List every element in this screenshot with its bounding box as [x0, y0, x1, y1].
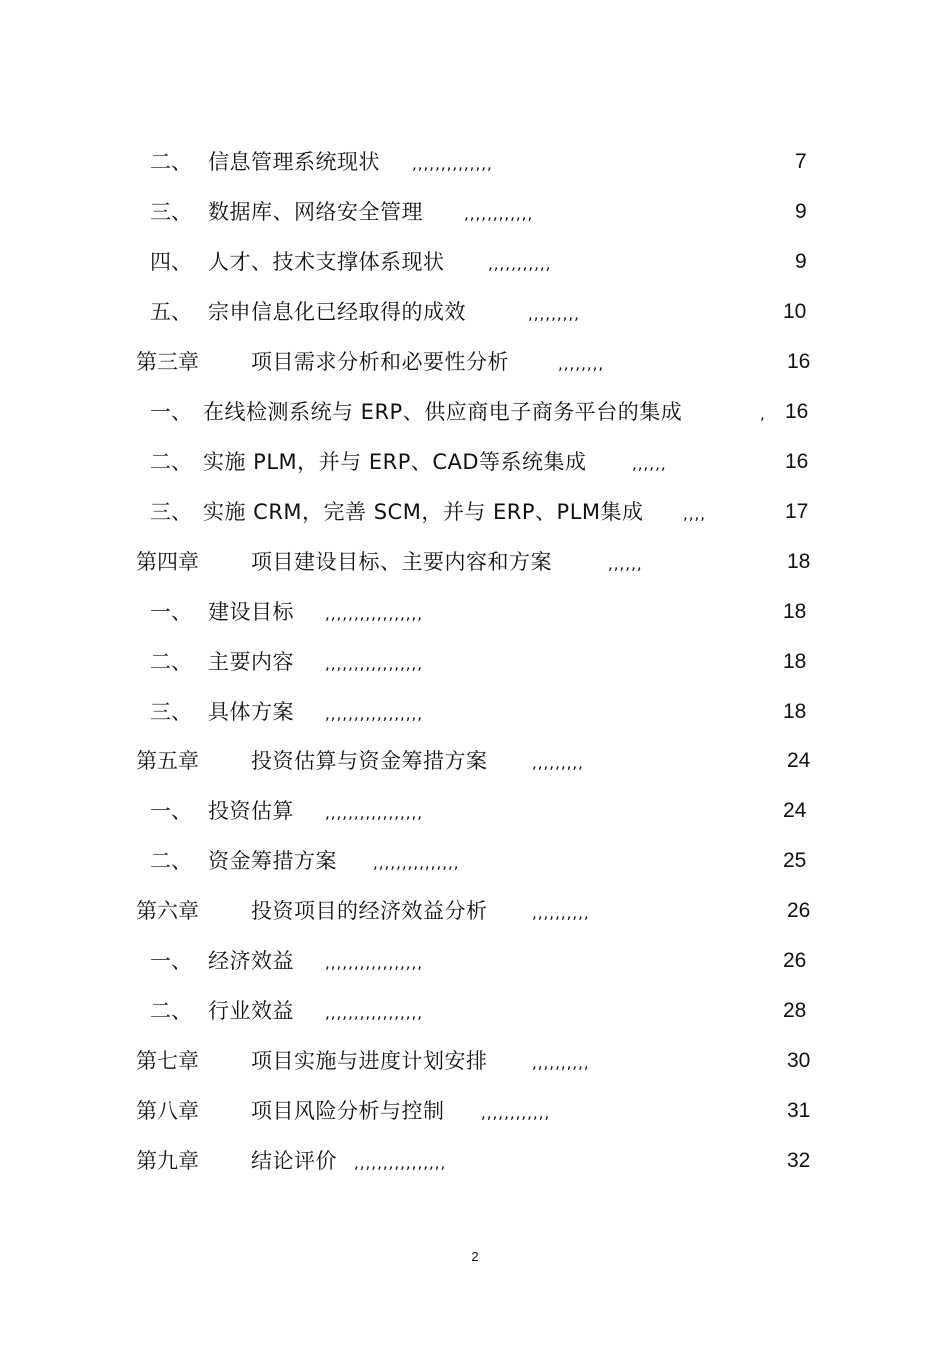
toc-chapter-marker: 第五章: [136, 749, 199, 773]
toc-leader: ,,,,,,,,,,: [532, 904, 590, 922]
toc-page-number: 18: [783, 600, 807, 623]
toc-marker: 三、: [150, 700, 192, 724]
toc-leader: ,,,,,,,,,,,,,,,,,: [325, 655, 424, 673]
toc-page-number: 16: [787, 350, 811, 373]
toc-entry: [0, 597, 950, 627]
toc-entry: [0, 297, 950, 327]
toc-page-number: 18: [783, 700, 807, 723]
toc-page-number: 9: [795, 250, 807, 273]
toc-page-number: 16: [785, 400, 809, 423]
toc-leader: ,,,,,,,,,,,,,,,,,: [325, 605, 424, 623]
toc-page-number: 28: [783, 999, 807, 1022]
toc-title: 具体方案: [208, 700, 294, 724]
toc-chapter: [0, 347, 950, 377]
toc-entry: [0, 397, 950, 427]
toc-entry: [0, 247, 950, 277]
toc-chapter: [0, 1096, 950, 1126]
toc-chapter-marker: 第七章: [136, 1049, 199, 1073]
toc-page-number: 24: [787, 749, 811, 772]
toc-page-number: 32: [787, 1149, 811, 1172]
toc-title: 宗申信息化已经取得的成效: [208, 300, 466, 324]
toc-chapter-title: 项目实施与进度计划安排: [251, 1049, 488, 1073]
toc-leader: ,,,,: [683, 505, 707, 523]
toc-leader: ,,,,,,,,,,,,,,,,,: [325, 1004, 424, 1022]
toc-title: 建设目标: [208, 600, 294, 624]
toc-title: 资金筹措方案: [208, 849, 337, 873]
toc-chapter: [0, 746, 950, 776]
toc-entry: [0, 697, 950, 727]
toc-chapter-marker: 第三章: [136, 350, 199, 374]
toc-chapter-marker: 第八章: [136, 1099, 199, 1123]
toc-title: 人才、技术支撑体系现状: [208, 250, 445, 274]
toc-leader: ,,,,,,,,,,,: [488, 255, 552, 273]
toc-entry: [0, 447, 950, 477]
toc-title: 行业效益: [208, 999, 294, 1023]
toc-page-number: 18: [787, 550, 811, 573]
toc-chapter: [0, 1146, 950, 1176]
toc-chapter-title: 投资项目的经济效益分析: [251, 899, 488, 923]
toc-leader: ,,,,,,,,,,,,,,,: [373, 854, 460, 872]
toc-title: 在线检测系统与 ERP、供应商电子商务平台的集成: [203, 400, 683, 424]
toc-page-number: 16: [785, 450, 809, 473]
toc-page-number: 10: [783, 300, 807, 323]
toc-entry: [0, 796, 950, 826]
toc-leader: ,,,,,,,,,,,,,,,,,: [325, 804, 424, 822]
toc-leader: ,,,,,,,,,,,,,,: [412, 155, 493, 173]
toc-marker: 二、: [150, 999, 192, 1023]
toc-entry: [0, 946, 950, 976]
toc-chapter-marker: 第九章: [136, 1149, 199, 1173]
toc-chapter: [0, 1046, 950, 1076]
toc-marker: 二、: [150, 450, 192, 474]
toc-chapter-title: 项目建设目标、主要内容和方案: [251, 550, 552, 574]
toc-leader: ,,,,,,: [632, 455, 667, 473]
toc-page-number: 26: [783, 949, 807, 972]
toc-entry: [0, 846, 950, 876]
toc-title: 经济效益: [208, 949, 294, 973]
toc-title: 主要内容: [208, 650, 294, 674]
toc-marker: 一、: [150, 799, 192, 823]
toc-leader: ,,,,,,,,,,,,: [464, 205, 534, 223]
toc-marker: 三、: [150, 200, 192, 224]
toc-leader: ,,,,,,: [608, 555, 643, 573]
toc-marker: 四、: [150, 250, 192, 274]
toc-title: 信息管理系统现状: [208, 150, 380, 174]
toc-title: 实施 PLM，并与 ERP、CAD等系统集成: [203, 450, 587, 474]
toc-leader: ,,,,,,,,,,,,,,,,: [354, 1154, 447, 1172]
toc-page-number: 31: [787, 1099, 811, 1122]
toc-entry: [0, 197, 950, 227]
toc-entry: [0, 147, 950, 177]
toc-page-number: 26: [787, 899, 811, 922]
toc-chapter-marker: 第六章: [136, 899, 199, 923]
toc-marker: 一、: [150, 600, 192, 624]
toc-entry: [0, 497, 950, 527]
toc-leader: ,: [760, 405, 766, 423]
toc-page-number: 7: [795, 150, 807, 173]
toc-chapter: [0, 547, 950, 577]
toc-page-number: 17: [785, 500, 809, 523]
toc-marker: 五、: [150, 300, 192, 324]
toc-page-number: 18: [783, 650, 807, 673]
toc-chapter-title: 投资估算与资金筹措方案: [251, 749, 488, 773]
toc-title: 实施 CRM，完善 SCM，并与 ERP、PLM集成: [203, 500, 644, 524]
toc-marker: 三、: [150, 500, 192, 524]
toc-page-number: 24: [783, 799, 807, 822]
toc-leader: ,,,,,,,,,: [532, 754, 584, 772]
toc-leader: ,,,,,,,,,,,,: [481, 1104, 551, 1122]
toc-chapter: [0, 896, 950, 926]
toc-page-number: 30: [787, 1049, 811, 1072]
toc-leader: ,,,,,,,,,,,,,,,,,: [325, 954, 424, 972]
toc-chapter-title: 项目风险分析与控制: [251, 1099, 445, 1123]
toc-chapter-marker: 第四章: [136, 550, 199, 574]
toc-page-number: 9: [795, 200, 807, 223]
toc-chapter-title: 结论评价: [251, 1149, 337, 1173]
toc-title: 投资估算: [208, 799, 294, 823]
toc-entry: [0, 996, 950, 1026]
toc-marker: 一、: [150, 400, 192, 424]
toc-leader: ,,,,,,,,: [558, 355, 605, 373]
toc-marker: 二、: [150, 849, 192, 873]
toc-marker: 一、: [150, 949, 192, 973]
toc-page-number: 25: [783, 849, 807, 872]
toc-marker: 二、: [150, 650, 192, 674]
toc-marker: 二、: [150, 150, 192, 174]
toc-title: 数据库、网络安全管理: [208, 200, 423, 224]
toc-leader: ,,,,,,,,,: [528, 305, 580, 323]
toc-leader: ,,,,,,,,,,,,,,,,,: [325, 705, 424, 723]
toc-entry: [0, 647, 950, 677]
toc-chapter-title: 项目需求分析和必要性分析: [251, 350, 509, 374]
toc-leader: ,,,,,,,,,,: [532, 1054, 590, 1072]
footer-page-number: 2: [471, 1249, 479, 1264]
